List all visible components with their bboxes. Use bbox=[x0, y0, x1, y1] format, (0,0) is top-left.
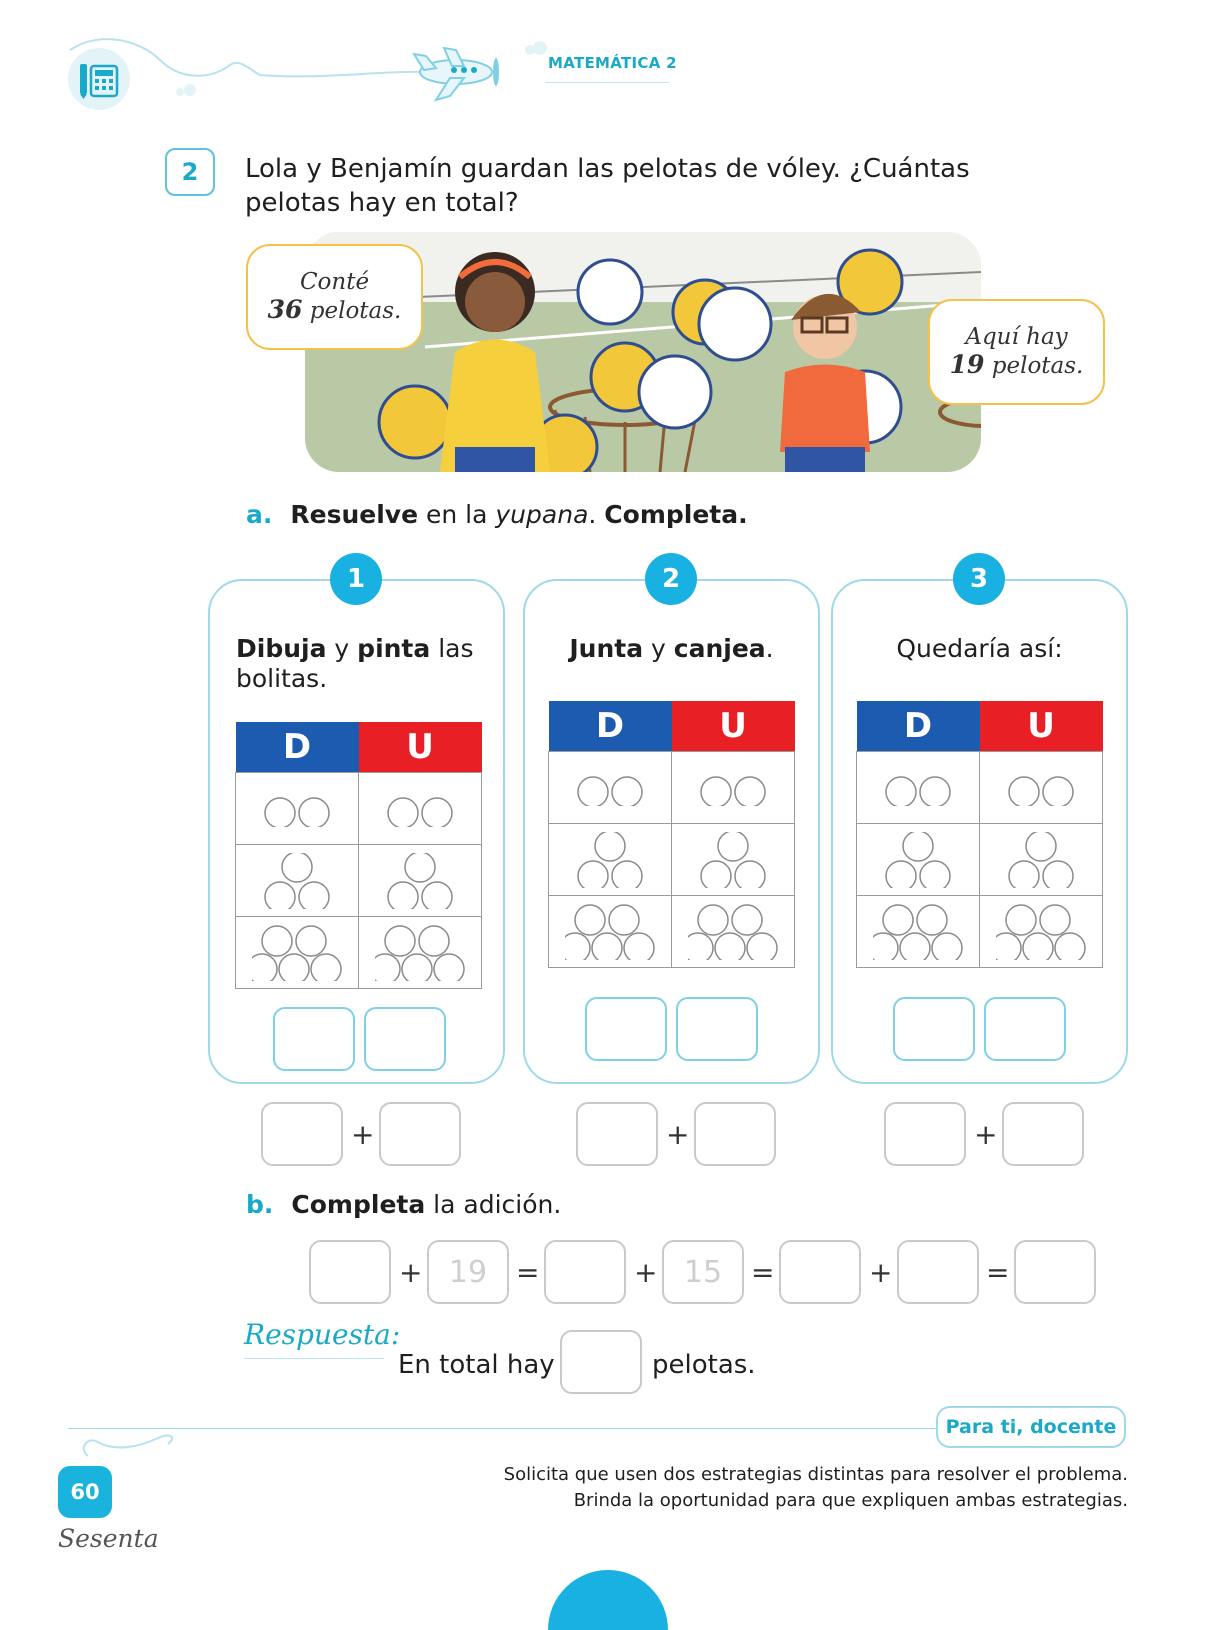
bead-circle[interactable] bbox=[747, 933, 777, 960]
panel-2-tens-box[interactable] bbox=[585, 997, 667, 1061]
bead-circle[interactable] bbox=[265, 798, 295, 827]
section-a-w3: yupana bbox=[495, 500, 589, 529]
bead-circle[interactable] bbox=[262, 926, 292, 956]
speech-bubble-benjamin bbox=[928, 299, 1105, 405]
panel-2-units-box[interactable] bbox=[676, 997, 758, 1061]
bead-slots-2 bbox=[262, 791, 332, 827]
sum-1-right-box[interactable] bbox=[379, 1102, 461, 1166]
speech-left-line1: Conté bbox=[299, 269, 370, 295]
bead-slots-5 bbox=[873, 904, 963, 960]
bead-slots-3 bbox=[1006, 832, 1076, 888]
bead-circle[interactable] bbox=[422, 882, 452, 909]
bead-circle[interactable] bbox=[405, 853, 435, 882]
bead-circle[interactable] bbox=[1055, 933, 1085, 960]
bead-circle[interactable] bbox=[612, 777, 642, 806]
bead-circle[interactable] bbox=[612, 861, 642, 888]
bead-circle[interactable] bbox=[282, 853, 312, 882]
step-badge-2: 2 bbox=[645, 553, 697, 605]
yupana-cell-d-5[interactable] bbox=[857, 896, 980, 968]
bead-circle[interactable] bbox=[917, 905, 947, 935]
bead-circle[interactable] bbox=[388, 882, 418, 909]
bead-circle[interactable] bbox=[434, 954, 464, 981]
answer-label: Respuesta: bbox=[244, 1318, 401, 1351]
bead-circle[interactable] bbox=[419, 926, 449, 956]
answer-label-underline bbox=[244, 1358, 384, 1359]
panel-2-t4: . bbox=[765, 634, 774, 663]
bead-circle[interactable] bbox=[595, 832, 625, 861]
yupana-header-u: U bbox=[359, 722, 482, 773]
bead-slots-3 bbox=[575, 832, 645, 888]
teacher-note bbox=[420, 1462, 1128, 1514]
yupana-cell-u-5[interactable] bbox=[672, 896, 795, 968]
addition-box-6[interactable] bbox=[897, 1240, 979, 1304]
yupana-table-1 bbox=[235, 722, 482, 989]
yupana-cell-u-3[interactable] bbox=[359, 845, 482, 917]
bead-circle[interactable] bbox=[565, 933, 590, 960]
bead-slots-5 bbox=[565, 904, 655, 960]
bead-slots-2 bbox=[883, 770, 953, 806]
panel-3-tens-box[interactable] bbox=[893, 997, 975, 1061]
bead-circle[interactable] bbox=[609, 905, 639, 935]
footer-divider bbox=[68, 1428, 938, 1429]
bead-slots-3 bbox=[698, 832, 768, 888]
yupana-header-d: D bbox=[236, 722, 359, 773]
step-badge-1: 1 bbox=[330, 553, 382, 605]
addition-hint-15: 15 bbox=[683, 1254, 723, 1290]
panel-1-tens-box[interactable] bbox=[273, 1007, 355, 1071]
sum-3-left-box[interactable] bbox=[884, 1102, 966, 1166]
yupana-table-3 bbox=[856, 701, 1103, 968]
answer-text-before: En total hay bbox=[398, 1350, 555, 1380]
yupana-cell-d-5[interactable] bbox=[236, 917, 359, 989]
section-b-letter: b. bbox=[246, 1190, 274, 1219]
sum-2-left-box[interactable] bbox=[576, 1102, 658, 1166]
bead-circle[interactable] bbox=[903, 832, 933, 861]
bead-slots-5 bbox=[375, 925, 465, 981]
addition-box-5[interactable] bbox=[779, 1240, 861, 1304]
yupana-cell-u-2[interactable] bbox=[672, 752, 795, 824]
bead-circle[interactable] bbox=[732, 905, 762, 935]
addition-equals-2: = bbox=[751, 1256, 775, 1289]
section-a-w5: Completa. bbox=[604, 500, 748, 529]
yupana-cell-d-3[interactable] bbox=[549, 824, 672, 896]
panel-1-title bbox=[236, 634, 486, 694]
bead-circle[interactable] bbox=[735, 777, 765, 806]
problem-number: 2 bbox=[165, 148, 215, 196]
bead-circle[interactable] bbox=[996, 933, 1021, 960]
yupana-cell-d-3[interactable] bbox=[236, 845, 359, 917]
addition-plus-1: + bbox=[399, 1256, 423, 1289]
bead-circle[interactable] bbox=[388, 798, 418, 827]
speech-left-line2 bbox=[248, 296, 421, 325]
section-a-w4: . bbox=[588, 500, 605, 529]
bead-circle[interactable] bbox=[1043, 861, 1073, 888]
bead-circle[interactable] bbox=[385, 926, 415, 956]
addition-box-1[interactable] bbox=[309, 1240, 391, 1304]
teacher-note-tag: Para ti, docente bbox=[936, 1406, 1126, 1448]
yupana-cell-u-2[interactable] bbox=[359, 773, 482, 845]
speech-left-number: 36 bbox=[267, 295, 303, 324]
bead-slots-5 bbox=[996, 904, 1086, 960]
bead-circle[interactable] bbox=[701, 861, 731, 888]
yupana-cell-d-5[interactable] bbox=[549, 896, 672, 968]
problem-text: Lola y Benjamín guardan las pelotas de vóley. ¿Cuántas pelotas hay en total? bbox=[245, 154, 970, 218]
yupana-cell-u-5[interactable] bbox=[359, 917, 482, 989]
bead-circle[interactable] bbox=[299, 882, 329, 909]
sum-3-right-box[interactable] bbox=[1002, 1102, 1084, 1166]
bead-slots-2 bbox=[575, 770, 645, 806]
subject-underline bbox=[545, 82, 669, 83]
yupana-cell-d-2[interactable] bbox=[857, 752, 980, 824]
speech-right-number: 19 bbox=[949, 350, 985, 379]
airplane-icon bbox=[410, 40, 505, 105]
bead-circle[interactable] bbox=[1026, 832, 1056, 861]
bead-circle[interactable] bbox=[688, 933, 713, 960]
bead-circle[interactable] bbox=[265, 882, 295, 909]
bead-circle[interactable] bbox=[920, 777, 950, 806]
addition-equals-3: = bbox=[986, 1256, 1010, 1289]
bead-circle[interactable] bbox=[578, 777, 608, 806]
section-a-letter: a. bbox=[246, 500, 273, 529]
bead-slots-3 bbox=[883, 832, 953, 888]
step-badge-3: 3 bbox=[953, 553, 1005, 605]
bead-circle[interactable] bbox=[575, 905, 605, 935]
bead-slots-5 bbox=[252, 925, 342, 981]
panel-3-units-box[interactable] bbox=[984, 997, 1066, 1061]
bead-circle[interactable] bbox=[402, 954, 432, 981]
yupana-cell-u-5[interactable] bbox=[980, 896, 1103, 968]
bead-circle[interactable] bbox=[1009, 777, 1039, 806]
bead-circle[interactable] bbox=[698, 905, 728, 935]
sum-3-plus: + bbox=[974, 1118, 998, 1151]
bead-slots-2 bbox=[385, 791, 455, 827]
calculator-icon bbox=[78, 58, 120, 100]
section-a-instruction bbox=[246, 500, 748, 529]
panel-1-t1: Dibuja bbox=[236, 634, 327, 663]
bead-circle[interactable] bbox=[886, 777, 916, 806]
yupana-header-u: U bbox=[672, 701, 795, 752]
bead-circle[interactable] bbox=[920, 861, 950, 888]
bead-circle[interactable] bbox=[578, 861, 608, 888]
speech-bubble-lola bbox=[246, 244, 423, 350]
bead-circle[interactable] bbox=[252, 954, 277, 981]
teacher-note-line-1: Solicita que usen dos estrategias distintas para resolver el problema. bbox=[503, 1464, 1128, 1485]
yupana-cell-d-3[interactable] bbox=[857, 824, 980, 896]
addition-hint-19: 19 bbox=[448, 1254, 488, 1290]
bead-slots-3 bbox=[385, 853, 455, 909]
bead-circle[interactable] bbox=[311, 954, 341, 981]
bead-circle[interactable] bbox=[873, 933, 898, 960]
bead-circle[interactable] bbox=[296, 926, 326, 956]
speech-right-line1: Aquí hay bbox=[965, 324, 1068, 350]
bead-circle[interactable] bbox=[279, 954, 309, 981]
bead-circle[interactable] bbox=[299, 798, 329, 827]
panel-2-t3: canjea bbox=[673, 634, 766, 663]
addition-equals-1: = bbox=[516, 1256, 540, 1289]
yupana-header-u: U bbox=[980, 701, 1103, 752]
bead-circle[interactable] bbox=[592, 933, 622, 960]
bead-circle[interactable] bbox=[624, 933, 654, 960]
sum-2-right-box[interactable] bbox=[694, 1102, 776, 1166]
page-number-word: Sesenta bbox=[58, 1524, 159, 1553]
bead-circle[interactable] bbox=[1040, 905, 1070, 935]
addition-box-19[interactable] bbox=[427, 1240, 509, 1304]
yupana-cell-u-3[interactable] bbox=[980, 824, 1103, 896]
yupana-cell-u-2[interactable] bbox=[980, 752, 1103, 824]
bead-circle[interactable] bbox=[735, 861, 765, 888]
bead-circle[interactable] bbox=[375, 954, 400, 981]
yupana-header-d: D bbox=[549, 701, 672, 752]
sum-1-left-box[interactable] bbox=[261, 1102, 343, 1166]
section-b-w2: la adición. bbox=[425, 1190, 562, 1219]
footer-swirl-decoration bbox=[68, 1418, 188, 1468]
panel-1-units-box[interactable] bbox=[364, 1007, 446, 1071]
answer-box[interactable] bbox=[560, 1330, 642, 1394]
section-a-w1: Resuelve bbox=[290, 500, 419, 529]
panel-1-t4: las bolitas. bbox=[236, 634, 474, 693]
addition-box-3[interactable] bbox=[544, 1240, 626, 1304]
panel-2-title bbox=[523, 634, 820, 664]
teacher-note-line-2: Brinda la oportunidad para que expliquen ambas estrategias. bbox=[573, 1490, 1128, 1511]
yupana-table-2 bbox=[548, 701, 795, 968]
yupana-cell-d-2[interactable] bbox=[236, 773, 359, 845]
bead-circle[interactable] bbox=[1009, 861, 1039, 888]
bottom-tab-decoration bbox=[548, 1570, 668, 1630]
bead-circle[interactable] bbox=[900, 933, 930, 960]
bead-circle[interactable] bbox=[1006, 905, 1036, 935]
page-number: 60 bbox=[58, 1466, 112, 1518]
bead-circle[interactable] bbox=[718, 832, 748, 861]
addition-box-15[interactable] bbox=[662, 1240, 744, 1304]
subject-title: MATEMÁTICA 2 bbox=[548, 54, 677, 72]
yupana-cell-u-3[interactable] bbox=[672, 824, 795, 896]
bead-slots-5 bbox=[688, 904, 778, 960]
bead-slots-2 bbox=[1006, 770, 1076, 806]
speech-left-rest: pelotas. bbox=[309, 298, 402, 324]
bead-circle[interactable] bbox=[715, 933, 745, 960]
section-a-w2: en la bbox=[418, 500, 496, 529]
sum-1-plus: + bbox=[351, 1118, 375, 1151]
sum-2-plus: + bbox=[666, 1118, 690, 1151]
bead-circle[interactable] bbox=[886, 861, 916, 888]
yupana-cell-d-2[interactable] bbox=[549, 752, 672, 824]
bead-circle[interactable] bbox=[422, 798, 452, 827]
bead-slots-3 bbox=[262, 853, 332, 909]
addition-plus-2: + bbox=[634, 1256, 658, 1289]
speech-right-line2 bbox=[930, 351, 1103, 380]
speech-right-rest: pelotas. bbox=[991, 353, 1084, 379]
panel-2-t1: Junta bbox=[569, 634, 644, 663]
answer-text-after: pelotas. bbox=[652, 1350, 756, 1380]
panel-1-t3: pinta bbox=[357, 634, 431, 663]
panel-1-t2: y bbox=[326, 634, 358, 663]
bead-circle[interactable] bbox=[701, 777, 731, 806]
section-b-w1: Completa bbox=[291, 1190, 426, 1219]
addition-box-7[interactable] bbox=[1014, 1240, 1096, 1304]
panel-3-title: Quedaría así: bbox=[896, 634, 1063, 663]
bead-circle[interactable] bbox=[883, 905, 913, 935]
panel-2-t2: y bbox=[643, 634, 674, 663]
bead-circle[interactable] bbox=[1043, 777, 1073, 806]
bead-slots-2 bbox=[698, 770, 768, 806]
bead-circle[interactable] bbox=[932, 933, 962, 960]
section-b-instruction bbox=[246, 1190, 561, 1219]
bead-circle[interactable] bbox=[1023, 933, 1053, 960]
addition-plus-3: + bbox=[869, 1256, 893, 1289]
yupana-header-d: D bbox=[857, 701, 980, 752]
